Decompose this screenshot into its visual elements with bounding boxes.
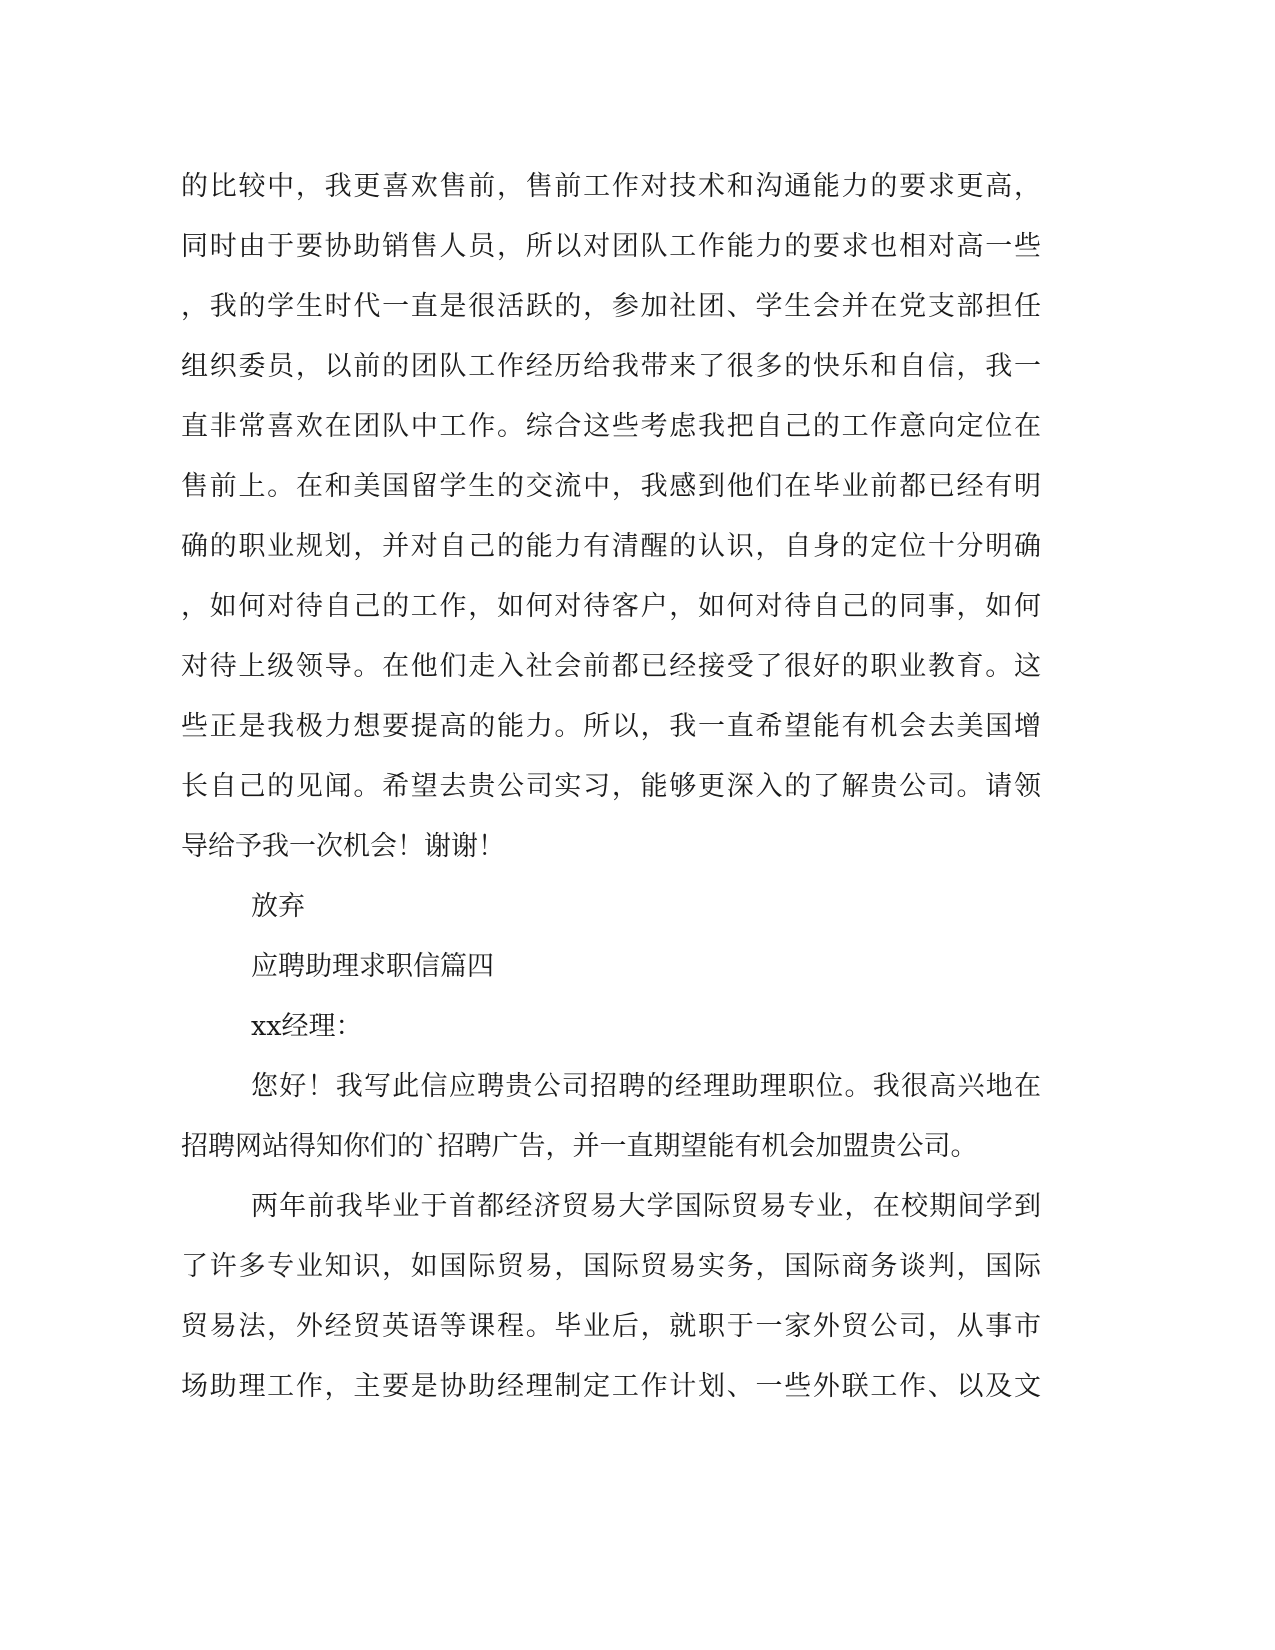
- body-text-line: 同时由于要协助销售人员，所以对团队工作能力的要求也相对高一些: [181, 231, 1041, 262]
- body-text-line: ，我的学生时代一直是很活跃的，参加社团、学生会并在党支部担任: [181, 291, 1041, 322]
- body-text-line: 长自己的见闻。希望去贵公司实习，能够更深入的了解贵公司。请领: [181, 771, 1041, 802]
- body-text-line: 您好！我写此信应聘贵公司招聘的经理助理职位。我很高兴地在: [251, 1071, 1041, 1102]
- body-text-line: 招聘网站得知你们的`招聘广告，并一直期望能有机会加盟贵公司。: [181, 1131, 978, 1162]
- body-text-line: 直非常喜欢在团队中工作。综合这些考虑我把自己的工作意向定位在: [181, 411, 1041, 442]
- body-text-line: 的比较中，我更喜欢售前，售前工作对技术和沟通能力的要求更高，: [181, 171, 1041, 202]
- body-text-line: 些正是我极力想要提高的能力。所以，我一直希望能有机会去美国增: [181, 711, 1041, 742]
- body-text-line: 组织委员，以前的团队工作经历给我带来了很多的快乐和自信，我一: [181, 351, 1041, 382]
- document-body: [181, 157, 1041, 1417]
- body-text-line: 了许多专业知识，如国际贸易，国际贸易实务，国际商务谈判，国际: [181, 1251, 1041, 1282]
- body-text-line: 导给予我一次机会！谢谢！: [181, 831, 505, 862]
- body-text-line: 售前上。在和美国留学生的交流中，我感到他们在毕业前都已经有明: [181, 471, 1041, 502]
- body-text-line: 贸易法，外经贸英语等课程。毕业后，就职于一家外贸公司，从事市: [181, 1311, 1041, 1342]
- letter-salutation: xx经理：: [251, 1011, 363, 1042]
- section-note: 放弃: [251, 891, 305, 922]
- body-text-line: 场助理工作，主要是协助经理制定工作计划、一些外联工作、以及文: [181, 1371, 1041, 1402]
- body-text-line: ，如何对待自己的工作，如何对待客户，如何对待自己的同事，如何: [181, 591, 1041, 622]
- body-text-line: 确的职业规划，并对自己的能力有清醒的认识，自身的定位十分明确: [181, 531, 1041, 562]
- body-text-line: 对待上级领导。在他们走入社会前都已经接受了很好的职业教育。这: [181, 651, 1041, 682]
- section-title: 应聘助理求职信篇四: [251, 951, 494, 982]
- body-text-line: 两年前我毕业于首都经济贸易大学国际贸易专业，在校期间学到: [251, 1191, 1041, 1222]
